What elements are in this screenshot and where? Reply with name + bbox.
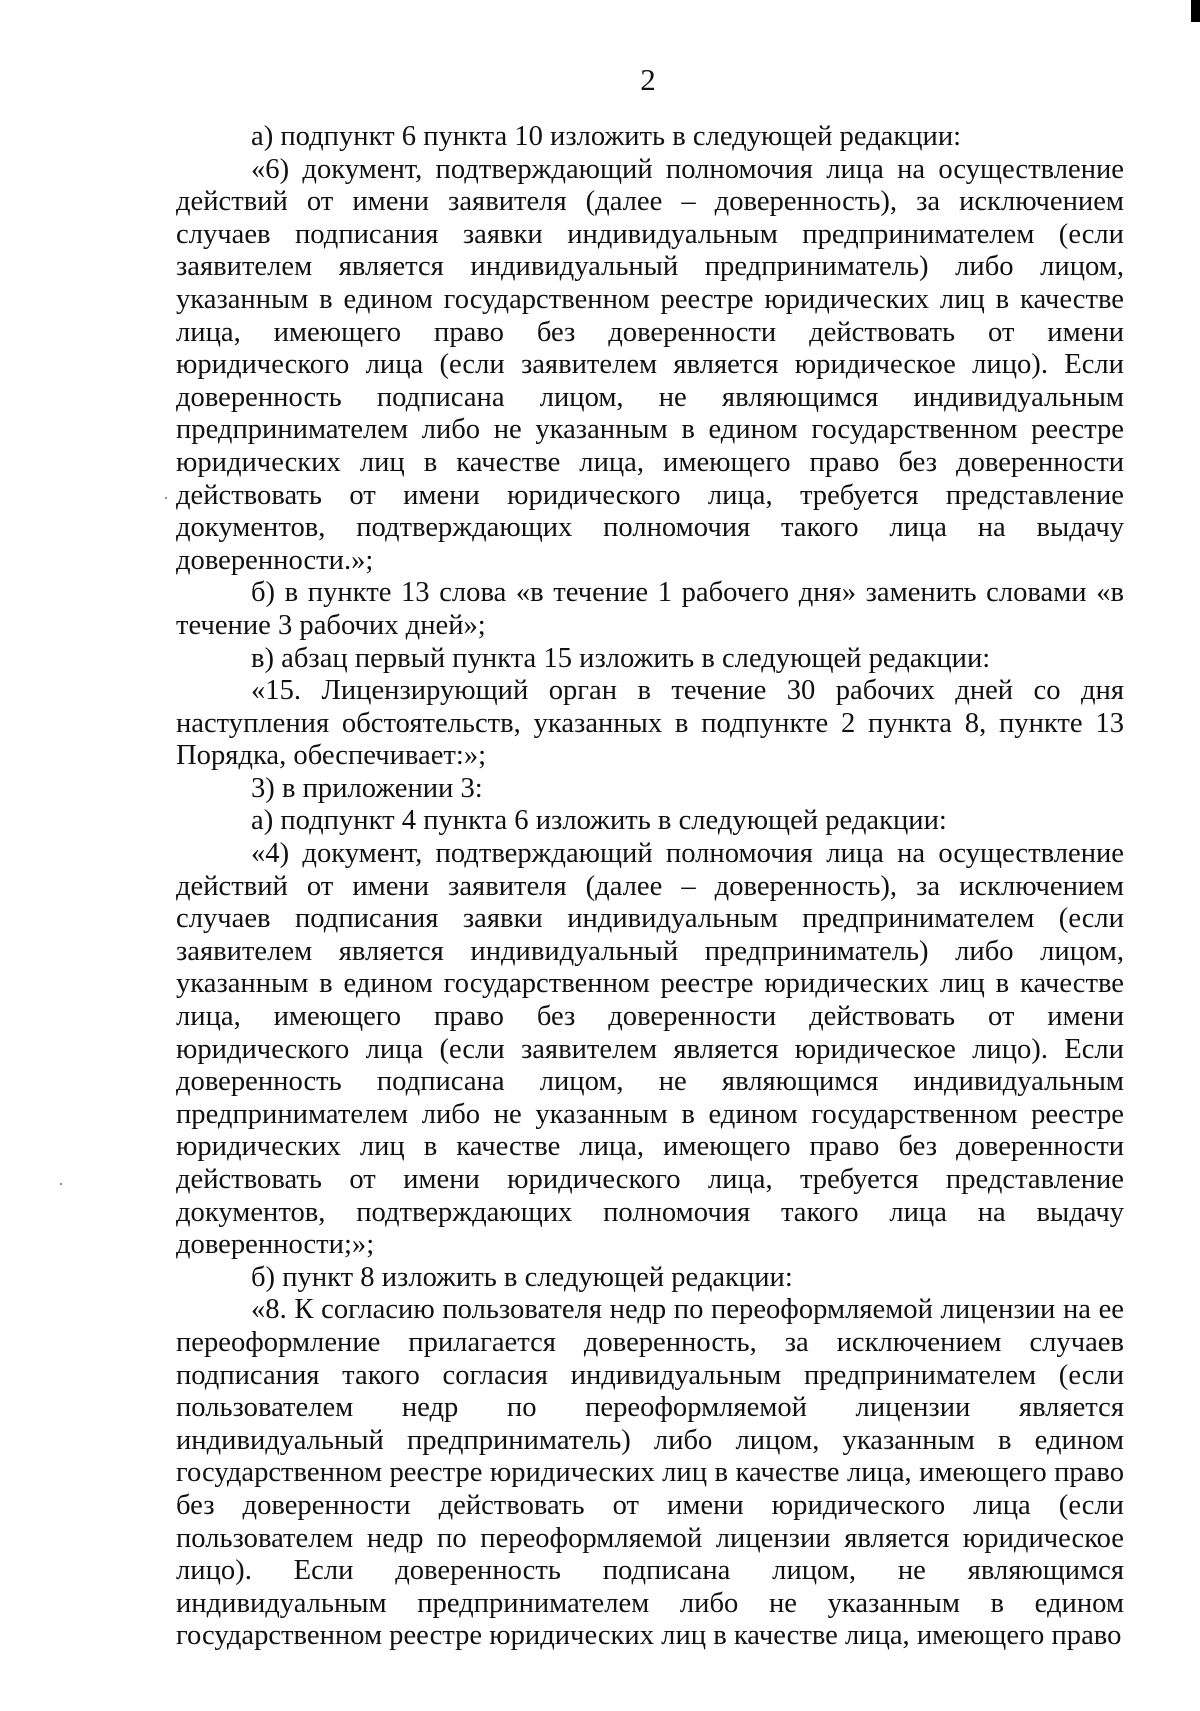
- paragraph-subpoint-a: а) подпункт 6 пункта 10 изложить в следующей редакции:: [251, 121, 962, 152]
- paragraph-subpoint-b: б) в пункте 13 слова «в течение 1 рабочего дня» заменить словами «в течение 3 рабочих дней»;: [176, 577, 1124, 641]
- paragraph-subpoint-b-appendix: б) пункт 8 изложить в следующей редакции:: [251, 1261, 793, 1293]
- paragraph-quoted-item-4: «4) документ, подтверждающий полномочия лица на осуществление действий от имени заявителя (далее – доверенность), за исключением случаев подписания заявки индивидуальным предпринимателем (если заявителем является индивидуальный предприниматель) либо лицом, указанным в едином государственном реестре юридических лиц в качестве лица, имеющего право без доверенности действовать от имени юридического лица (если заявителем является юридическое лицо). Если доверенность подписана лицом, не являющимся индивидуальным предпринимателем либо не указанным в едином государственном реестре юридических лиц в качестве лица, имеющего право без доверенности действовать от имени юридического лица, требуется представление документов, подтверждающих полномочия такого лица на выдачу доверенности;»;: [176, 838, 1124, 1261]
- document-body: [176, 121, 1124, 1653]
- paragraph-appendix-3: 3) в приложении 3:: [251, 772, 483, 804]
- page-number: 2: [640, 62, 656, 97]
- scan-speck: [165, 497, 167, 499]
- scan-edge-mark: [1191, 0, 1200, 22]
- scan-speck: [60, 1183, 62, 1185]
- paragraph-quoted-item-8: «8. К согласию пользователя недр по переоформляемой лицензии на ее переоформление прилагается доверенность, за исключением случаев подписания такого согласия индивидуальным предпринимателем (если пользователем недр по переоформляемой лицензии является индивидуальный предприниматель) либо лицом, указанным в едином государственном реестре юридических лиц в качестве лица, имеющего право без доверенности действовать от имени юридического лица (если пользователем недр по переоформляемой лицензии является юридическое лицо). Если доверенность подписана лицом, не являющимся индивидуальным предпринимателем либо не указанным в едином государственном реестре юридических лиц в качестве лица, имеющего право: [176, 1294, 1124, 1652]
- paragraph-subpoint-v: в) абзац первый пункта 15 изложить в следующей редакции:: [251, 642, 991, 674]
- paragraph-quoted-item-15: «15. Лицензирующий орган в течение 30 рабочих дней со дня наступления обстоятельств, указанных в подпункте 2 пункта 8, пункте 13 Порядка, обеспечивает:»;: [176, 675, 1124, 772]
- paragraph-subpoint-a-appendix: а) подпункт 4 пункта 6 изложить в следующей редакции:: [251, 805, 947, 837]
- paragraph-quoted-item-6: «6) документ, подтверждающий полномочия лица на осуществление действий от имени заявителя (далее – доверенность), за исключением случаев подписания заявки индивидуальным предпринимателем (если заявителем является индивидуальный предприниматель) либо лицом, указанным в едином государственном реестре юридических лиц в качестве лица, имеющего право без доверенности действовать от имени юридического лица (если заявителем является юридическое лицо). Если доверенность подписана лицом, не являющимся индивидуальным предпринимателем либо не указанным в едином государственном реестре юридических лиц в качестве лица, имеющего право без доверенности действовать от имени юридического лица, требуется представление документов, подтверждающих полномочия такого лица на выдачу доверенности.»;: [176, 153, 1124, 576]
